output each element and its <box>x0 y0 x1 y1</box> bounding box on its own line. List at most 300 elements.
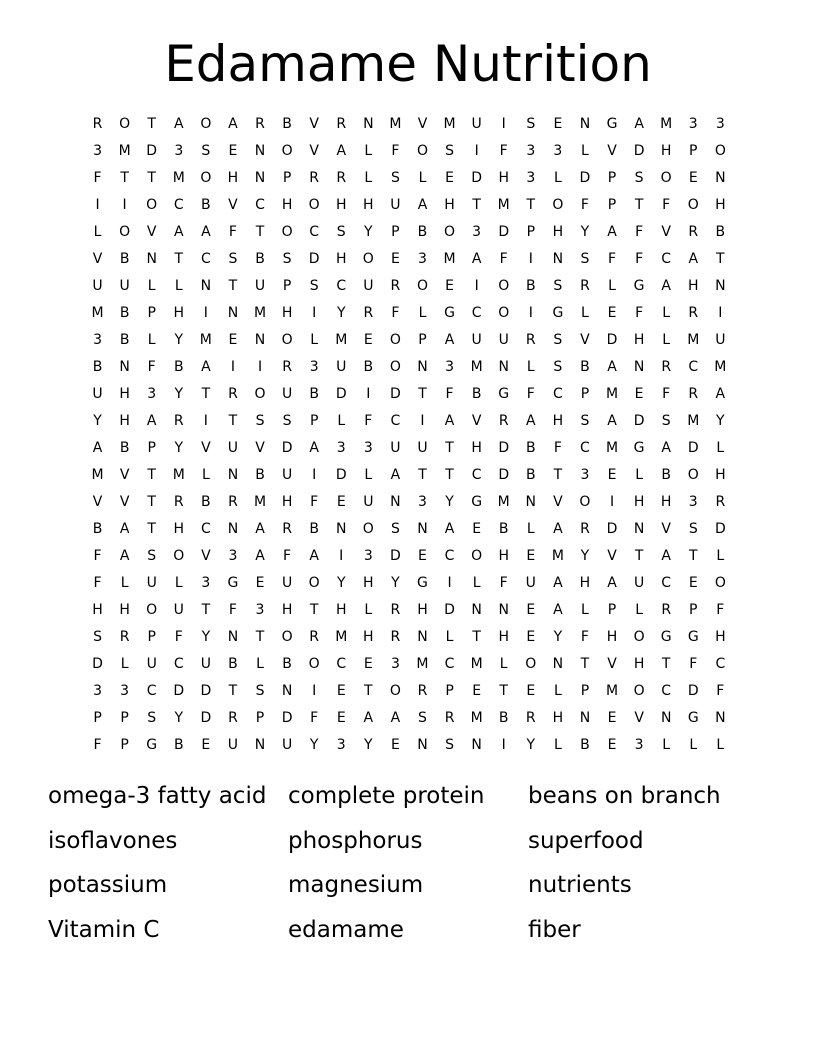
grid-letter: E <box>607 305 617 321</box>
grid-letter: S <box>445 737 454 753</box>
grid-letter: G <box>498 386 510 402</box>
grid-letter: P <box>309 413 319 429</box>
grid-letter: I <box>230 359 235 375</box>
grid-letter: H <box>92 602 103 618</box>
grid-letter: U <box>254 278 266 294</box>
grid-letter: O <box>146 602 158 618</box>
grid-letter: D <box>390 548 401 564</box>
grid-letter: O <box>471 548 483 564</box>
grid-letter: G <box>687 710 699 726</box>
grid-letter: N <box>200 278 212 294</box>
grid-letter: M <box>714 359 727 375</box>
grid-letter: B <box>363 359 374 375</box>
grid-letter: P <box>445 683 454 699</box>
grid-letter: L <box>174 575 183 591</box>
grid-letter: V <box>634 710 644 726</box>
grid-letter: R <box>525 332 536 348</box>
grid-row <box>84 138 734 165</box>
grid-letter: E <box>472 683 482 699</box>
grid-letter: I <box>122 197 127 213</box>
grid-letter: I <box>474 143 479 159</box>
word-bank-item: fiber <box>528 916 581 943</box>
grid-letter: L <box>716 548 725 564</box>
grid-letter: D <box>390 386 401 402</box>
grid-letter: S <box>688 521 698 537</box>
grid-letter: A <box>607 413 617 429</box>
grid-letter: H <box>281 305 293 321</box>
grid-letter: D <box>498 440 510 456</box>
grid-row <box>84 462 734 489</box>
grid-letter: A <box>661 278 671 294</box>
grid-letter: 3 <box>634 737 644 753</box>
grid-letter: O <box>173 548 185 564</box>
grid-letter: U <box>146 575 157 591</box>
grid-letter: T <box>147 521 156 537</box>
grid-letter: B <box>661 467 671 483</box>
grid-letter: A <box>173 116 184 132</box>
grid-letter: D <box>308 251 320 267</box>
grid-letter: U <box>715 332 726 348</box>
grid-letter: R <box>498 413 509 429</box>
grid-letter: U <box>92 278 103 294</box>
grid-letter: L <box>364 170 373 186</box>
grid-letter: T <box>634 197 644 213</box>
grid-letter: N <box>227 521 239 537</box>
grid-letter: N <box>660 710 672 726</box>
grid-letter: E <box>688 170 698 186</box>
grid-letter: S <box>309 278 319 294</box>
grid-letter: U <box>281 467 293 483</box>
grid-letter: O <box>119 224 131 240</box>
grid-letter: U <box>281 386 293 402</box>
grid-letter: T <box>228 278 238 294</box>
grid-letter: V <box>607 656 617 672</box>
grid-letter: L <box>526 521 535 537</box>
grid-letter: T <box>445 467 454 483</box>
grid-letter: B <box>309 386 319 402</box>
grid-letter: T <box>688 548 698 564</box>
grid-letter: L <box>310 332 319 348</box>
grid-letter: H <box>633 494 645 510</box>
grid-letter: C <box>336 656 347 672</box>
grid-letter: A <box>228 116 238 132</box>
grid-letter: S <box>580 251 590 267</box>
grid-letter: R <box>282 359 292 375</box>
grid-letter: O <box>714 143 726 159</box>
grid-letter: O <box>281 629 293 645</box>
grid-letter: C <box>471 305 482 321</box>
grid-letter: E <box>526 548 536 564</box>
grid-letter: H <box>173 305 185 321</box>
grid-letter: A <box>201 224 211 240</box>
grid-letter: G <box>660 629 672 645</box>
grid-letter: B <box>173 359 184 375</box>
grid-letter: C <box>336 278 347 294</box>
grid-letter: C <box>444 548 455 564</box>
grid-letter: B <box>255 251 265 267</box>
grid-letter: S <box>147 710 157 726</box>
grid-letter: T <box>661 656 671 672</box>
grid-letter: O <box>416 143 428 159</box>
grid-letter: D <box>687 683 699 699</box>
grid-letter: T <box>255 629 265 645</box>
grid-letter: H <box>633 656 645 672</box>
grid-letter: 3 <box>93 143 102 159</box>
grid-letter: P <box>689 602 698 618</box>
grid-letter: U <box>119 278 130 294</box>
grid-letter: A <box>634 116 644 132</box>
grid-letter: D <box>498 224 510 240</box>
grid-letter: H <box>281 197 293 213</box>
grid-row <box>84 327 734 354</box>
grid-letter: 3 <box>174 143 184 159</box>
grid-letter: I <box>203 305 208 321</box>
grid-letter: F <box>391 305 400 321</box>
grid-letter: H <box>606 629 618 645</box>
grid-letter: O <box>308 197 320 213</box>
grid-letter: U <box>390 440 401 456</box>
grid-letter: O <box>498 278 510 294</box>
grid-letter: N <box>498 359 509 375</box>
grid-letter: P <box>580 683 590 699</box>
grid-letter: M <box>335 332 348 348</box>
grid-letter: E <box>228 332 238 348</box>
grid-letter: Y <box>174 386 184 402</box>
grid-letter: P <box>282 278 292 294</box>
grid-row <box>84 354 734 381</box>
grid-letter: Y <box>445 494 454 510</box>
grid-letter: B <box>471 386 482 402</box>
grid-letter: V <box>92 251 103 267</box>
grid-letter: A <box>661 440 671 456</box>
grid-letter: B <box>498 521 509 537</box>
grid-letter: A <box>309 440 319 456</box>
grid-letter: P <box>607 197 617 213</box>
grid-letter: H <box>715 197 726 213</box>
grid-letter: L <box>553 683 562 699</box>
grid-letter: S <box>390 521 400 537</box>
grid-letter: R <box>580 521 590 537</box>
grid-letter: A <box>92 440 103 456</box>
grid-letter: S <box>228 251 238 267</box>
grid-letter: T <box>309 602 319 618</box>
word-bank-item: Vitamin C <box>48 916 160 943</box>
grid-letter: R <box>661 602 672 618</box>
grid-letter: O <box>416 278 428 294</box>
grid-letter: 3 <box>418 251 427 267</box>
grid-row <box>84 489 734 516</box>
grid-letter: 3 <box>363 548 373 564</box>
grid-letter: B <box>255 467 265 483</box>
grid-letter: C <box>661 251 672 267</box>
grid-letter: O <box>308 656 320 672</box>
grid-letter: H <box>363 575 374 591</box>
grid-row <box>84 381 734 408</box>
grid-letter: N <box>254 170 266 186</box>
grid-letter: C <box>471 467 482 483</box>
grid-letter: C <box>688 359 699 375</box>
word-bank-item: isoflavones <box>48 827 178 854</box>
grid-letter: O <box>362 521 374 537</box>
grid-letter: O <box>552 197 564 213</box>
grid-letter: L <box>581 305 589 321</box>
grid-letter: A <box>471 251 482 267</box>
grid-letter: R <box>255 116 265 132</box>
grid-letter: U <box>200 656 211 672</box>
grid-letter: O <box>200 170 212 186</box>
grid-letter: D <box>633 413 645 429</box>
grid-letter: H <box>633 332 645 348</box>
grid-letter: Y <box>336 575 346 591</box>
grid-letter: S <box>282 413 292 429</box>
grid-letter: P <box>120 710 129 726</box>
grid-letter: L <box>635 467 643 483</box>
grid-letter: E <box>526 683 536 699</box>
grid-row <box>84 408 734 435</box>
word-bank-item: magnesium <box>288 872 424 898</box>
grid-letter: S <box>445 143 454 159</box>
grid-letter: 3 <box>255 602 265 618</box>
grid-letter: F <box>310 494 319 510</box>
grid-letter: M <box>389 116 402 132</box>
grid-letter: N <box>146 251 157 267</box>
grid-letter: S <box>634 170 644 186</box>
grid-row <box>84 192 734 219</box>
grid-letter: O <box>254 386 266 402</box>
grid-letter: G <box>227 575 239 591</box>
grid-letter: I <box>501 116 506 132</box>
grid-letter: H <box>363 197 374 213</box>
grid-letter: L <box>716 440 725 456</box>
grid-letter: I <box>474 278 479 294</box>
grid-letter: R <box>390 602 401 618</box>
grid-letter: D <box>335 386 347 402</box>
grid-letter: R <box>688 224 699 240</box>
grid-letter: L <box>662 737 671 753</box>
grid-letter: T <box>634 548 644 564</box>
grid-letter: 3 <box>93 683 102 699</box>
grid-letter: A <box>363 710 374 726</box>
grid-letter: U <box>363 278 374 294</box>
grid-letter: H <box>715 467 726 483</box>
grid-letter: R <box>228 386 238 402</box>
grid-letter: V <box>309 143 319 159</box>
grid-letter: D <box>633 143 645 159</box>
grid-letter: D <box>714 521 726 537</box>
grid-letter: L <box>553 170 562 186</box>
grid-letter: E <box>526 629 536 645</box>
grid-letter: Y <box>336 305 346 321</box>
grid-letter: Y <box>580 548 590 564</box>
grid-letter: L <box>201 467 210 483</box>
grid-letter: O <box>389 683 401 699</box>
grid-letter: V <box>228 197 238 213</box>
grid-row <box>84 111 734 138</box>
grid-letter: G <box>444 305 455 321</box>
grid-letter: H <box>335 251 347 267</box>
grid-letter: H <box>335 602 347 618</box>
grid-letter: 3 <box>201 575 211 591</box>
grid-letter: H <box>552 710 564 726</box>
grid-letter: P <box>147 305 156 321</box>
grid-letter: R <box>390 278 401 294</box>
grid-letter: F <box>716 683 725 699</box>
grid-letter: E <box>201 737 211 753</box>
grid-letter: R <box>390 629 401 645</box>
grid-letter: T <box>147 116 156 132</box>
grid-letter: L <box>553 737 562 753</box>
grid-letter: Y <box>174 710 184 726</box>
grid-letter: L <box>147 278 156 294</box>
grid-letter: F <box>93 575 102 591</box>
grid-letter: M <box>551 548 564 564</box>
grid-letter: B <box>525 278 536 294</box>
grid-row <box>84 678 734 705</box>
grid-letter: A <box>607 224 617 240</box>
grid-letter: D <box>579 170 591 186</box>
grid-letter: Y <box>716 413 725 429</box>
grid-letter: 3 <box>580 467 590 483</box>
grid-letter: L <box>364 467 373 483</box>
grid-letter: L <box>174 278 183 294</box>
grid-letter: M <box>335 629 348 645</box>
grid-letter: F <box>689 656 698 672</box>
grid-letter: E <box>634 386 644 402</box>
grid-letter: F <box>499 575 508 591</box>
grid-letter: H <box>660 494 672 510</box>
grid-letter: R <box>661 359 672 375</box>
grid-letter: S <box>93 629 102 645</box>
grid-letter: F <box>635 224 644 240</box>
grid-letter: E <box>255 575 265 591</box>
grid-letter: H <box>335 197 347 213</box>
grid-letter: V <box>146 224 157 240</box>
grid-letter: T <box>147 170 156 186</box>
grid-letter: T <box>472 629 481 645</box>
grid-letter: A <box>336 143 347 159</box>
grid-letter: V <box>119 494 130 510</box>
grid-letter: 3 <box>553 143 563 159</box>
grid-letter: F <box>662 386 671 402</box>
grid-letter: 3 <box>309 359 319 375</box>
word-bank-item: nutrients <box>528 872 632 898</box>
grid-letter: M <box>605 440 619 456</box>
grid-letter: P <box>607 170 617 186</box>
grid-letter: L <box>526 359 535 375</box>
grid-letter: S <box>336 224 346 240</box>
grid-row <box>84 165 734 192</box>
grid-letter: E <box>607 710 617 726</box>
grid-letter: N <box>227 305 239 321</box>
grid-letter: N <box>417 629 428 645</box>
page-title: Edamame Nutrition <box>164 35 652 93</box>
grid-letter: U <box>173 602 184 618</box>
letter-grid <box>84 111 734 759</box>
word-bank-item: superfood <box>528 827 644 854</box>
grid-letter: Y <box>391 575 400 591</box>
grid-letter: B <box>525 467 536 483</box>
grid-letter: T <box>499 683 508 699</box>
grid-letter: 3 <box>228 548 238 564</box>
grid-letter: H <box>498 629 509 645</box>
grid-letter: V <box>309 116 319 132</box>
grid-letter: T <box>418 467 427 483</box>
grid-letter: L <box>689 737 698 753</box>
grid-letter: H <box>173 521 185 537</box>
grid-letter: 3 <box>688 116 698 132</box>
grid-letter: B <box>525 440 536 456</box>
grid-letter: B <box>119 440 130 456</box>
grid-letter: U <box>525 575 536 591</box>
grid-letter: O <box>444 224 456 240</box>
grid-letter: N <box>715 278 726 294</box>
grid-letter: F <box>93 737 102 753</box>
grid-letter: 3 <box>390 656 400 672</box>
grid-letter: T <box>445 440 454 456</box>
grid-letter: D <box>687 440 699 456</box>
grid-letter: 3 <box>472 224 482 240</box>
grid-letter: L <box>418 305 427 321</box>
grid-letter: O <box>633 683 645 699</box>
grid-letter: F <box>635 251 644 267</box>
grid-letter: E <box>390 251 400 267</box>
grid-letter: I <box>312 683 317 699</box>
grid-letter: S <box>580 413 590 429</box>
grid-letter: V <box>607 548 617 564</box>
grid-letter: I <box>203 413 208 429</box>
grid-letter: M <box>443 116 456 132</box>
grid-letter: S <box>255 413 265 429</box>
grid-row <box>84 300 734 327</box>
grid-letter: U <box>390 197 401 213</box>
grid-letter: S <box>553 278 563 294</box>
grid-letter: B <box>201 494 211 510</box>
grid-letter: P <box>120 737 129 753</box>
grid-letter: E <box>472 521 482 537</box>
grid-row <box>84 570 734 597</box>
grid-letter: H <box>498 170 509 186</box>
grid-row <box>84 732 734 759</box>
word-bank-item: edamame <box>288 916 404 943</box>
grid-letter: T <box>201 602 211 618</box>
grid-letter: P <box>93 710 102 726</box>
grid-row <box>84 651 734 678</box>
grid-letter: U <box>471 332 482 348</box>
grid-letter: D <box>281 710 293 726</box>
grid-letter: V <box>255 440 265 456</box>
grid-letter: C <box>173 197 184 213</box>
grid-letter: T <box>147 467 156 483</box>
word-bank-item: phosphorus <box>288 827 423 854</box>
grid-letter: L <box>499 656 508 672</box>
grid-letter: V <box>471 413 482 429</box>
grid-letter: P <box>418 332 427 348</box>
grid-letter: F <box>553 440 562 456</box>
grid-letter: O <box>389 359 401 375</box>
grid-letter: O <box>498 305 510 321</box>
grid-letter: L <box>418 170 427 186</box>
grid-letter: H <box>715 629 726 645</box>
grid-letter: L <box>120 575 129 591</box>
grid-letter: R <box>119 629 130 645</box>
grid-letter: O <box>660 170 672 186</box>
grid-letter: R <box>715 494 726 510</box>
grid-letter: B <box>309 521 319 537</box>
grid-letter: U <box>363 494 374 510</box>
grid-letter: 3 <box>363 440 373 456</box>
grid-letter: I <box>312 467 317 483</box>
grid-letter: N <box>715 170 726 186</box>
